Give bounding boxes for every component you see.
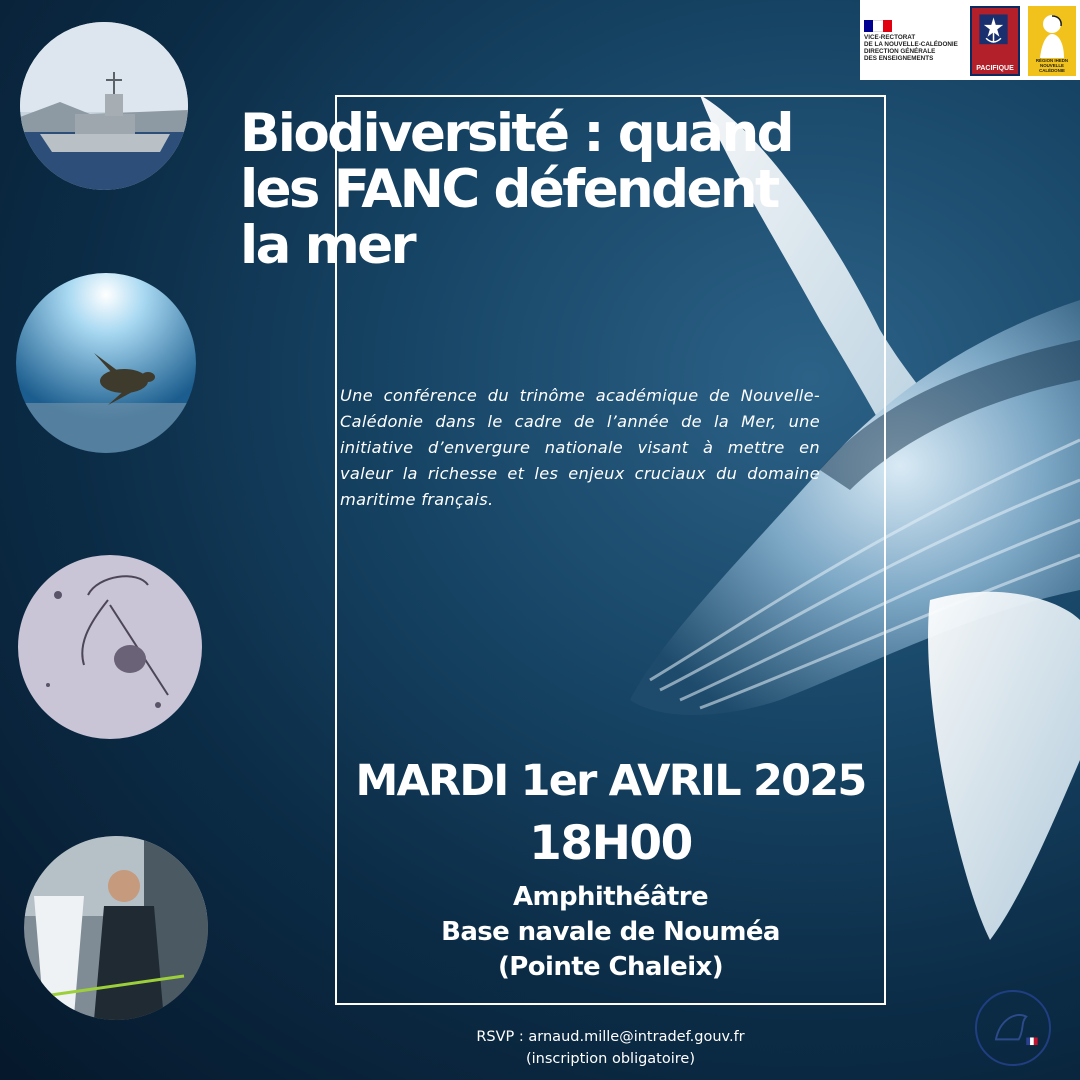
event-date: MARDI 1er AVRIL 2025 bbox=[355, 756, 866, 806]
event-venue bbox=[335, 880, 886, 985]
sea-turtle-icon bbox=[16, 273, 196, 453]
rsvp-info bbox=[335, 1026, 886, 1070]
pacifique-logo bbox=[970, 6, 1020, 76]
photo-sailor bbox=[24, 836, 208, 1020]
french-flag-icon bbox=[864, 20, 892, 32]
page-title: Biodiversité : quand les FANC défendent la mer bbox=[240, 103, 792, 276]
photo-navy-ship bbox=[20, 22, 188, 190]
rsvp-email[interactable]: RSVP : arnaud.mille@intradef.gouv.fr bbox=[476, 1029, 745, 1045]
pacifique-caption: PACIFIQUE bbox=[976, 65, 1014, 72]
sailor-net-icon bbox=[24, 836, 208, 1020]
naval-base-badge-icon bbox=[975, 990, 1051, 1066]
vice-rectorat-text: VICE-RECTORAT DE LA NOUVELLE-CALÉDONIE DIRECTION GÉNÉRALE DES ENSEIGNEMENTS bbox=[864, 34, 958, 62]
plankton-icon bbox=[18, 555, 202, 739]
event-time: 18H00 bbox=[529, 816, 692, 871]
photo-sea-turtle bbox=[16, 273, 196, 453]
venue-line-1: Amphithéâtre bbox=[512, 882, 709, 912]
venue-line-2: Base navale de Nouméa bbox=[441, 917, 780, 947]
ihedn-logo bbox=[1028, 6, 1076, 76]
ihedn-caption: RÉGION IHEDN NOUVELLE CALÉDONIE bbox=[1035, 58, 1069, 73]
marianne-icon bbox=[1028, 6, 1076, 62]
rooster-icon bbox=[977, 992, 1049, 1064]
venue-line-3: (Pointe Chaleix) bbox=[498, 952, 723, 982]
vice-rectorat-logo bbox=[864, 20, 964, 76]
anchor-star-icon bbox=[972, 10, 1018, 62]
photo-plankton bbox=[18, 555, 202, 739]
navy-ship-icon bbox=[20, 22, 188, 190]
partner-logos bbox=[860, 0, 1080, 80]
conference-description: Une conférence du trinôme académique de Nouvelle-Calédonie dans le cadre de l’année de la Mer, une initiative d’envergure nationale visant à mettre en valeur la richesse et les enjeux cruciaux du domaine maritime français. bbox=[340, 386, 820, 509]
rsvp-note: (inscription obligatoire) bbox=[525, 1051, 695, 1067]
